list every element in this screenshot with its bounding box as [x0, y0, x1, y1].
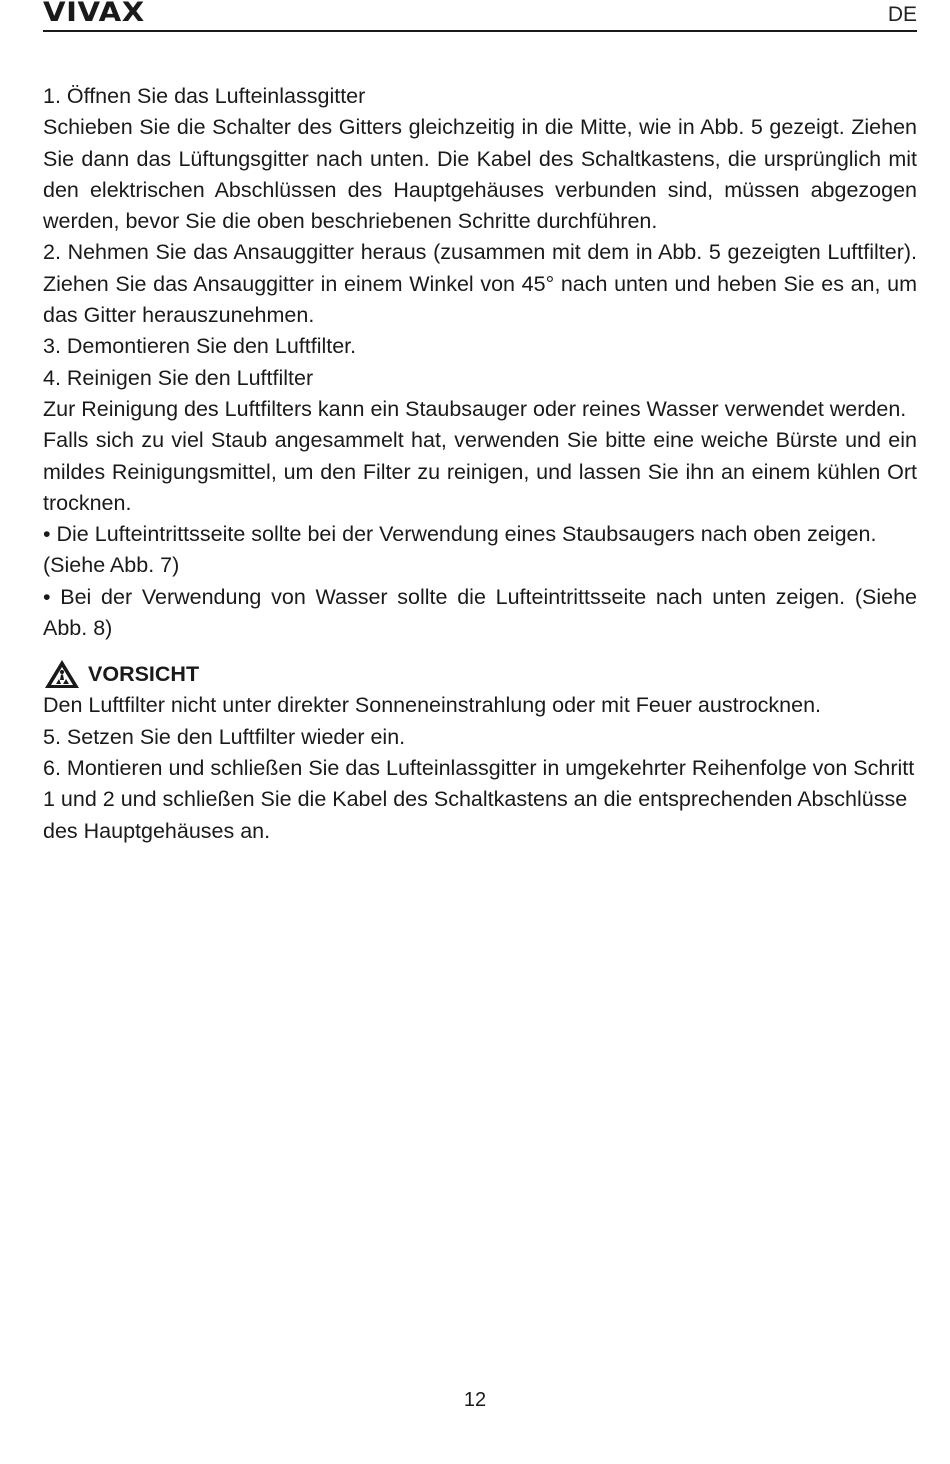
step-6-text: 6. Montieren und schließen Sie das Lufteinlassgitter in umgekehrter Reihenfolge von Schritt 1 und 2 und schließen Sie die Kabel des Schaltkastens an die entsprechenden Abschlüsse des Hauptgehäuses an.	[43, 755, 915, 843]
step-2-text: 2. Nehmen Sie das Ansauggitter heraus (zusammen mit dem in Abb. 5 gezeigten Luftfilter). Ziehen Sie das Ansauggitter in einem Winkel von 45° nach unten und heben Sie es an, um das Gitter herauszunehmen.	[43, 240, 917, 328]
bullet-water: • Bei der Verwendung von Wasser sollte die Lufteintrittsseite nach unten zeigen. (Siehe Abb. 8)	[43, 584, 917, 641]
brand-logo: VIVAX	[43, 0, 145, 28]
caution-title: VORSICHT	[88, 661, 200, 686]
caution-text: Den Luftfilter nicht unter direkter Sonneneinstrahlung oder mit Feuer austrocknen.	[43, 693, 822, 718]
caution-heading	[43, 658, 917, 690]
step-4-dust-text: Falls sich zu viel Staub angesammelt hat, verwenden Sie bitte eine weiche Bürste und ein mildes Reinigungsmittel, um den Filter zu reinigen, und lassen Sie ihn an einem kühlen Ort trocknen.	[43, 428, 917, 515]
warning-triangle-icon	[43, 658, 81, 690]
step-3-text: 3. Demontieren Sie den Luftfilter.	[43, 334, 357, 359]
page-number: 12	[463, 1389, 487, 1411]
step-1-text: Schieben Sie die Schalter des Gitters gleichzeitig in die Mitte, wie in Abb. 5 gezeigt. Ziehen Sie dann das Lüftungsgitter nach unten. Die Kabel des Schaltkastens, die ursprünglich mit den elektrischen Abschlüssen des Hauptgehäuses verbunden sind, müssen abgezogen werden, bevor Sie die oben beschriebenen Schritte durchführen.	[43, 115, 917, 234]
language-code: DE	[887, 3, 917, 26]
step-5-text: 5. Setzen Sie den Luftfilter wieder ein.	[43, 724, 406, 749]
document-body	[43, 81, 917, 847]
page-header	[43, 0, 917, 32]
step-4-text: Zur Reinigung des Luftfilters kann ein Staubsauger oder reines Wasser verwendet werden.	[43, 396, 907, 421]
step-4-heading: 4. Reinigen Sie den Luftfilter	[43, 365, 314, 390]
bullet-vacuum: • Die Lufteintrittsseite sollte bei der Verwendung eines Staubsaugers nach oben zeigen. (Siehe Abb. 7)	[43, 522, 877, 578]
step-1-heading: 1. Öffnen Sie das Lufteinlassgitter	[43, 84, 366, 108]
